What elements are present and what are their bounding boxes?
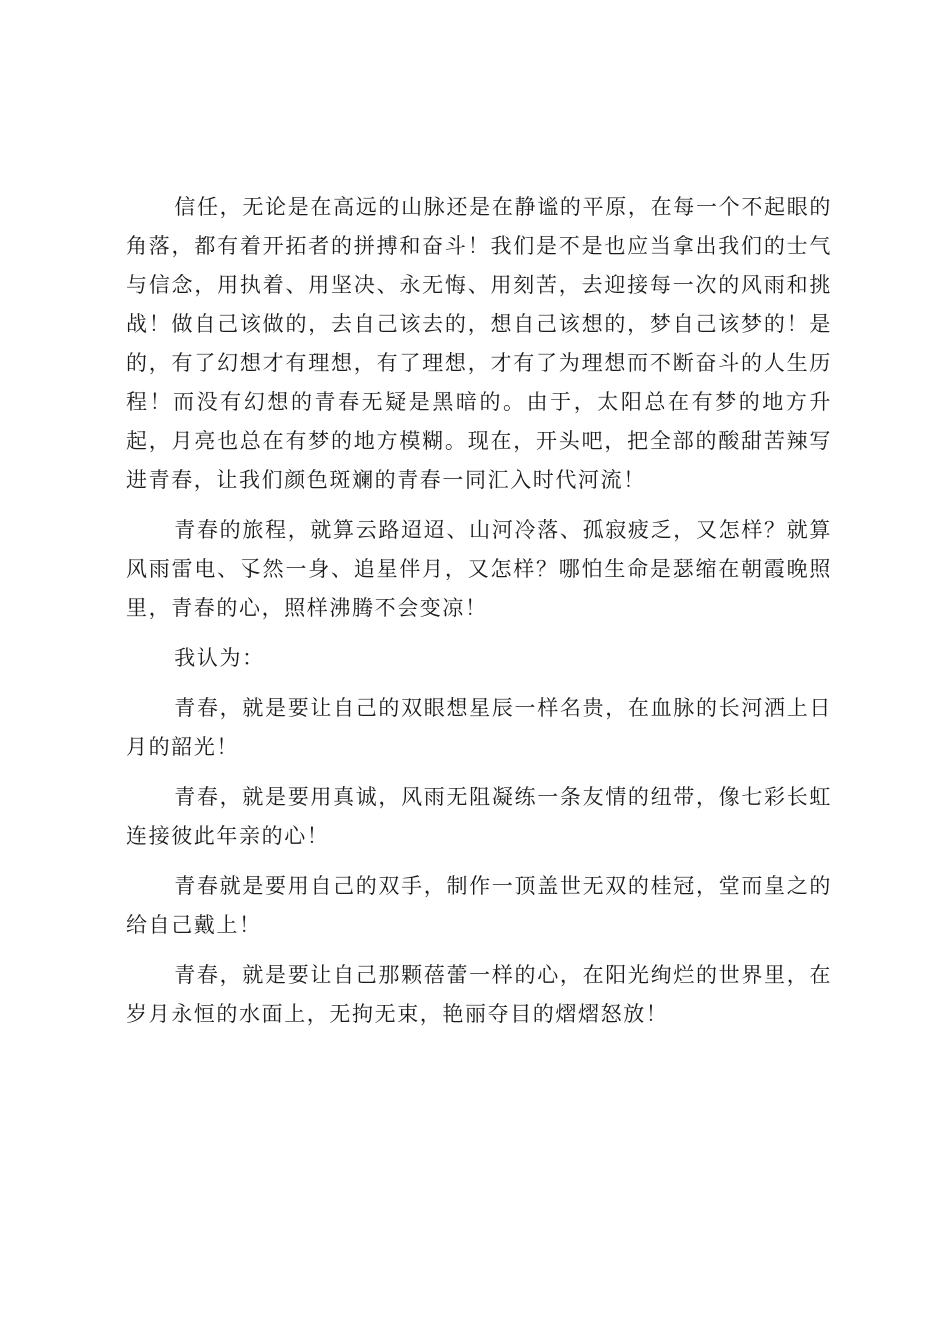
paragraph-2: 青春的旅程，就算云路迢迢、山河冷落、孤寂疲乏，又怎样？就算风雨雷电、孓然一身、追星伴月，又怎样？哪怕生命是瑟缩在朝霞晚照里，青春的心，照样沸腾不会变凉！ [126, 518, 832, 620]
paragraph-5: 青春，就是要用真诚，风雨无阻凝练一条友情的纽带，像七彩长虹连接彼此年亲的心！ [126, 785, 832, 848]
paragraph-6: 青春就是要用自己的双手，制作一顶盖世无双的桂冠，堂而皇之的给自己戴上！ [126, 874, 832, 937]
paragraph-1: 信任，无论是在高远的山脉还是在静谧的平原，在每一个不起眼的角落，都有着开拓者的拼搏和奋斗！我们是不是也应当拿出我们的士气与信念，用执着、用坚决、永无悔、用刻苦，去迎接每一次的风雨和挑战！做自己该做的，去自己该去的，想自己该想的，梦自己该梦的！是的，有了幻想才有理想，有了理想，才有了为理想而不断奋斗的人生历程！而没有幻想的青春无疑是黑暗的。由于，太阳总在有梦的地方升起，月亮也总在有梦的地方模糊。现在，开头吧，把全部的酸甜苦辣写进青春，让我们颜色斑斓的青春一同汇入时代河流！ [126, 195, 832, 492]
paragraph-3: 我认为： [174, 646, 265, 670]
document-body [126, 188, 832, 1045]
paragraph-7: 青春，就是要让自己那颗蓓蕾一样的心，在阳光绚烂的世界里，在岁月永恒的水面上，无拘无束，艳丽夺目的熠熠怒放！ [126, 963, 832, 1026]
paragraph-4: 青春，就是要让自己的双眼想星辰一样名贵，在血脉的长河洒上日月的韶光！ [126, 696, 832, 759]
